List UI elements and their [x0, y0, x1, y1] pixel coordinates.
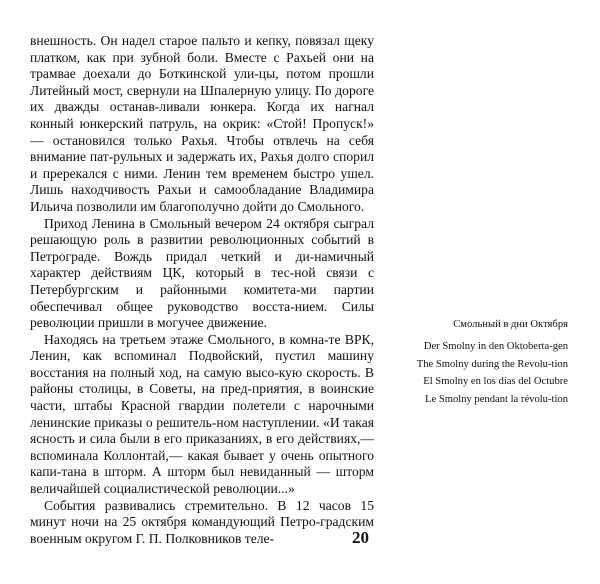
caption-german: Der Smolny in den Oktoberta-gen — [423, 341, 568, 353]
paragraph-2: Приход Ленина в Смольный вечером 24 октября сыграл решающую роль в развитии революционных событий в Петрограде. Вождь придал четкий и ди-намичный характер действиям ЦК, который в тес-ной связи с Петербургским и районными комитета-ми партии обеспечивал общее руководство восста-нием. Силы революции пришли в могучее движение. — [30, 215, 374, 331]
page-number: 20 — [352, 528, 369, 547]
paragraph-4: События развивались стремительно. В 12 часов 15 минут ночи на 25 октября командующий Петро-градским военным округом Г. П. Полковников теле- — [30, 497, 374, 546]
caption-russian: Смольный в дни Октября — [453, 319, 568, 330]
main-text-column — [30, 33, 374, 547]
caption-french: Le Smolny pendant la révolu-tion — [425, 393, 568, 405]
photo-caption-block — [392, 318, 568, 410]
caption-english: The Smolny during the Revolu-tion — [416, 358, 568, 370]
paragraph-3: Находясь на третьем этаже Смольного, в комна-те ВРК, Ленин, как вспоминал Подвойский, пустил машину восстания на полный ход, на самую высо-кую скорость. В районы столицы, в Советы, на пред-приятия, в воинские части, штабы Красной гвардии полетели с нарочными ленинские приказы о решитель-ном наступлении. «И такая ясность и сила были в его приказаниях, в его действиях,— вспоминала Коллонтай,— какая бывает у очень опытного капи-тана в шторм. А шторм был невиданный — шторм величайшей социалистической революции...» — [30, 331, 374, 497]
caption-spanish: El Smolny en los días del Octubre — [423, 376, 568, 388]
paragraph-1: внешность. Он надел старое пальто и кепку, повязал щеку платком, как при зубной боли. Вместе с Рахьей они на трамвае доехали до Боткинской ули-цы, потом прошли Литейный мост, свернули на Шпалерную улицу. По дороге их дважды останав-ливали юнкера. Когда их нагнал конный юнкерский патруль, на окрик: «Стой! Пропуск!» — остановился только Рахья. Чтобы отвлечь на себя внимание пат-рульных и задержать их, Рахья долго спорил и пререкался с ними. Ленин тем временем быстро ушел. Лишь находчивость Рахьи и самообладание Владимира Ильича позволили им благополучно дойти до Смольного. — [30, 33, 374, 214]
